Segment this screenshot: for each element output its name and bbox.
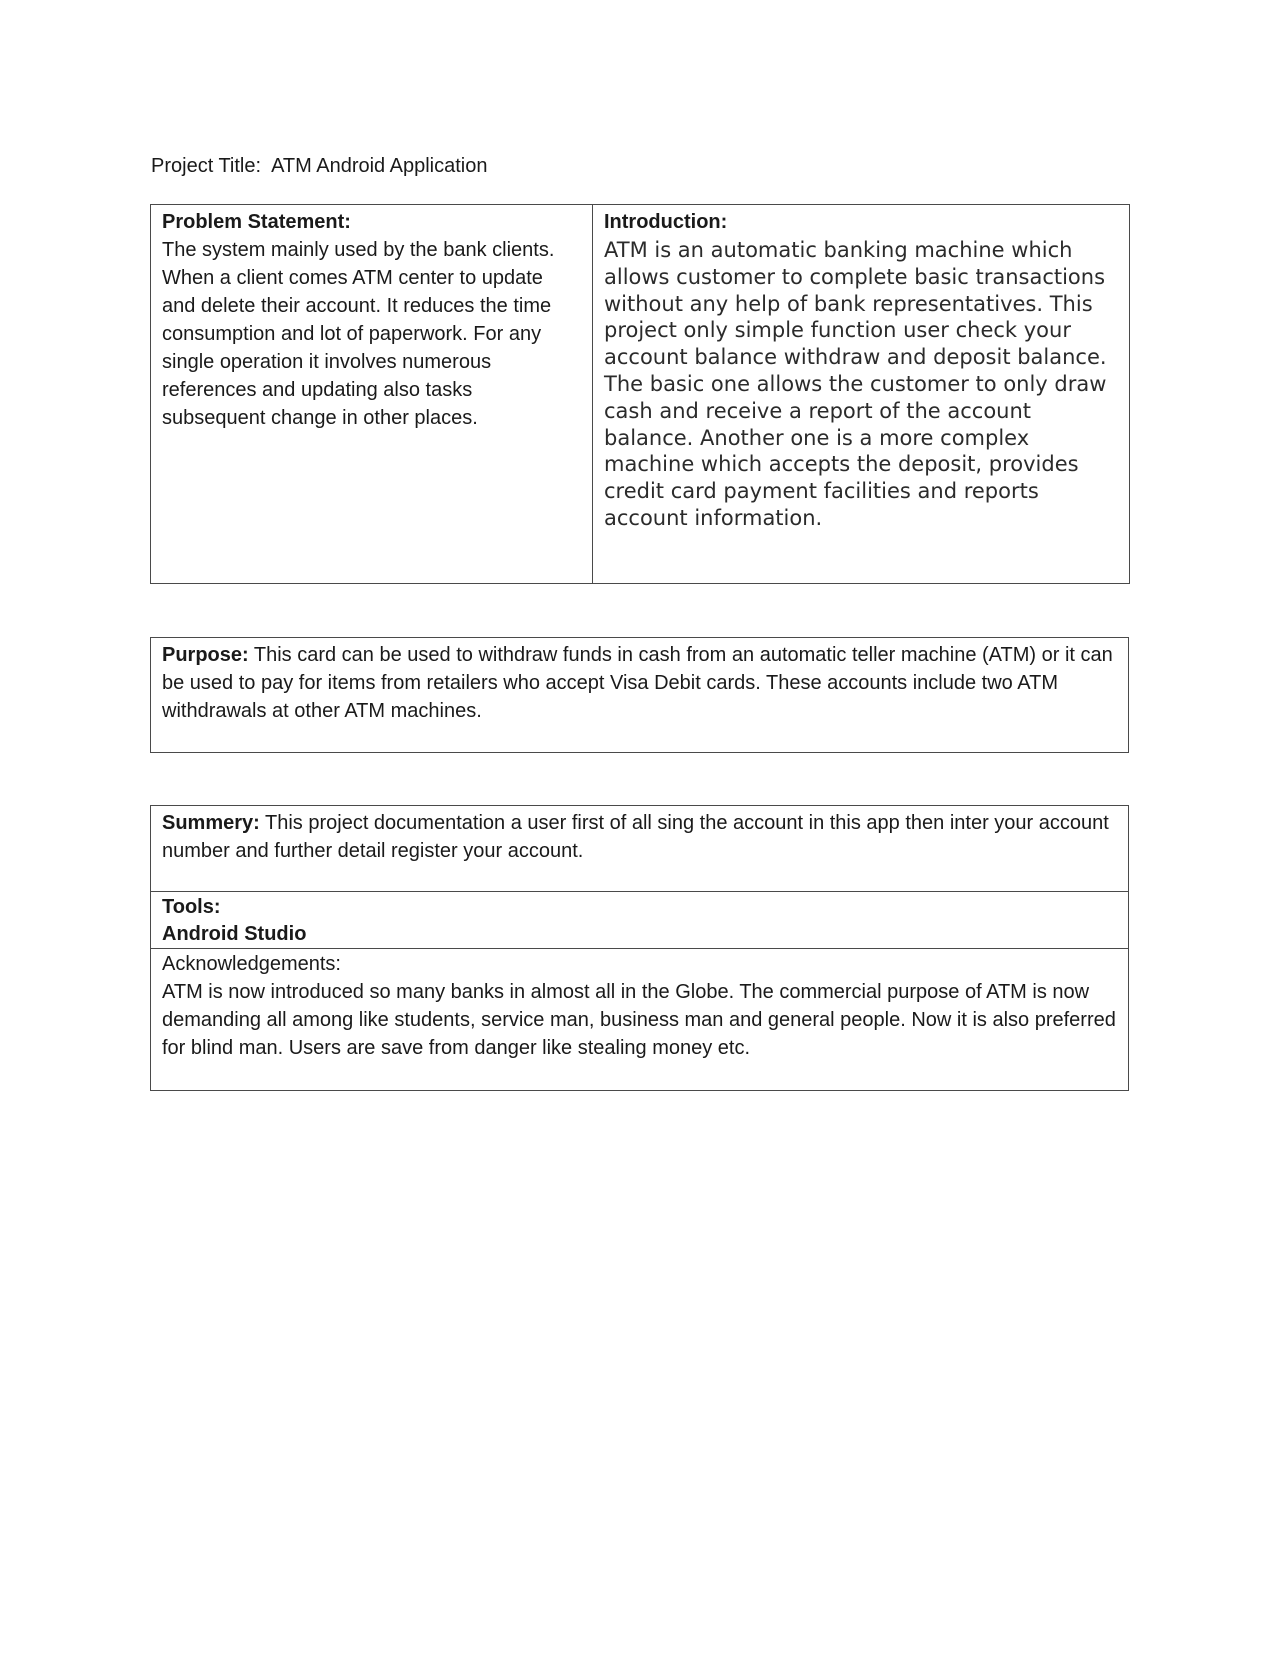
purpose-body: This card can be used to withdraw funds in cash from an automatic teller machine (ATM) or it can be used to pay for items from retailers who accept Visa Debit cards. These accounts include two ATM withdrawals at other ATM machines. bbox=[162, 644, 1113, 722]
tools-heading: Tools: bbox=[162, 896, 221, 918]
tools-value: Android Studio bbox=[162, 923, 307, 945]
project-title-label: Project Title: bbox=[151, 155, 262, 177]
purpose-table bbox=[150, 637, 1129, 753]
problem-statement-heading: Problem Statement: bbox=[162, 211, 351, 233]
tools-cell bbox=[151, 892, 1129, 949]
summary-heading: Summery: bbox=[162, 812, 260, 834]
summary-cell bbox=[151, 806, 1129, 892]
introduction-cell bbox=[593, 205, 1130, 584]
purpose-cell bbox=[151, 638, 1129, 753]
problem-statement-cell bbox=[151, 205, 593, 584]
introduction-body: ATM is an automatic banking machine which allows customer to complete basic transactions without any help of bank representatives. This project only simple function user check your account balance withdraw and deposit balance. The basic one allows the customer to only draw cash and receive a report of the account balance. Another one is a more complex machine which accepts the deposit, provides credit card payment facilities and reports account information. bbox=[604, 238, 1107, 530]
acknowledgements-cell bbox=[151, 949, 1129, 1091]
purpose-heading: Purpose: bbox=[162, 644, 249, 666]
project-title bbox=[151, 152, 487, 180]
project-title-value: ATM Android Application bbox=[271, 155, 488, 177]
summary-body: This project documentation a user first of all sing the account in this app then inter your account number and further detail register your account. bbox=[162, 812, 1109, 862]
acknowledgements-body: ATM is now introduced so many banks in almost all in the Globe. The commercial purpose of ATM is now demanding all among like students, service man, business man and general people. Now it is also preferred for blind man. Users are save from danger like stealing money etc. bbox=[162, 981, 1116, 1059]
introduction-heading: Introduction: bbox=[604, 211, 728, 233]
summary-tools-ack-table bbox=[150, 805, 1129, 1091]
problem-introduction-table bbox=[150, 204, 1130, 584]
acknowledgements-heading: Acknowledgements: bbox=[162, 953, 341, 975]
problem-statement-body: The system mainly used by the bank clients. When a client comes ATM center to update and delete their account. It reduces the time consumption and lot of paperwork. For any single operation it involves numerous references and updating also tasks subsequent change in other places. bbox=[162, 239, 555, 429]
